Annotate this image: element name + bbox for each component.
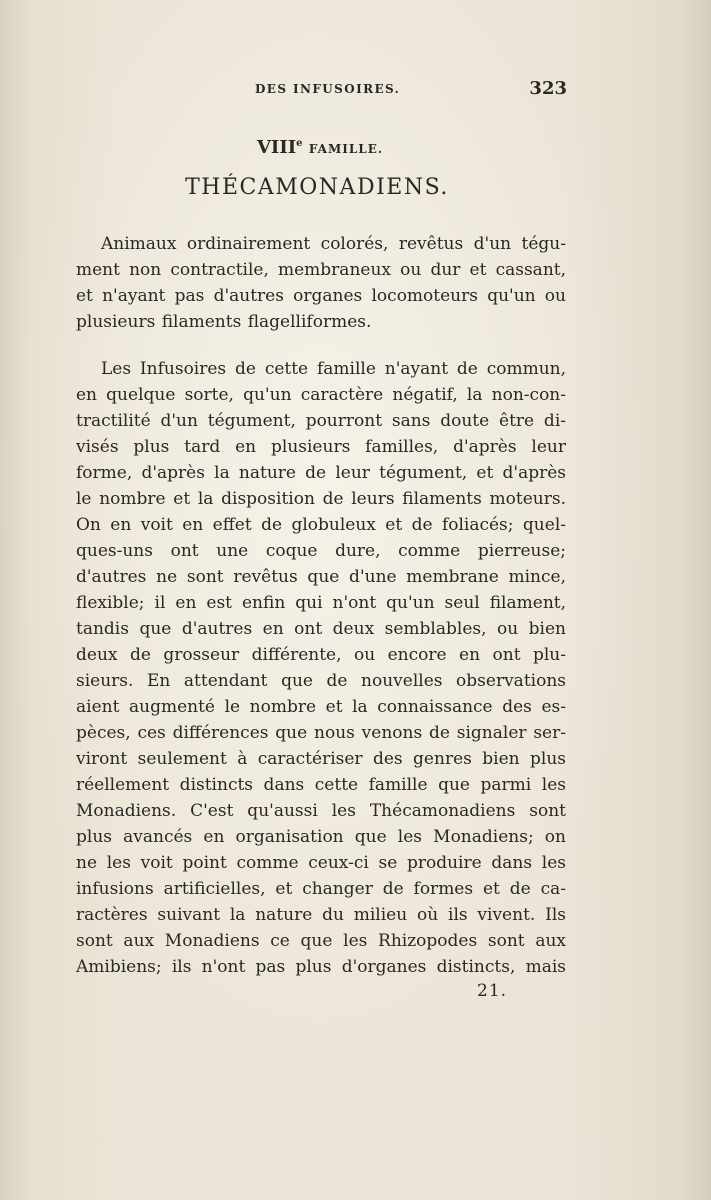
- running-title: DES INFUSOIRES.: [255, 82, 401, 96]
- family-title: THÉCAMONADIENS.: [185, 175, 449, 200]
- text-line: infusions artificielles, et changer de formes et de ca-: [76, 879, 566, 899]
- text-line: aient augmenté le nombre et la connaissance des es-: [76, 697, 566, 717]
- text-line: plus avancés en organisation que les Monadiens; on: [76, 827, 566, 847]
- text-line: et n'ayant pas d'autres organes locomoteurs qu'un ou: [76, 286, 566, 306]
- page-number: 323: [529, 78, 567, 99]
- intro-paragraph: [76, 231, 566, 335]
- text-line: ques-uns ont une coque dure, comme pierreuse;: [76, 541, 566, 561]
- family-heading: [0, 137, 640, 158]
- signature-mark: 21.: [477, 981, 508, 1001]
- text-line: Les Infusoires de cette famille n'ayant de commun,: [101, 359, 566, 379]
- text-line: Monadiens. C'est qu'aussi les Thécamonadiens sont: [76, 801, 566, 821]
- family-number-superscript: e: [296, 138, 303, 149]
- text-line: deux de grosseur différente, ou encore en ont plu-: [76, 645, 566, 665]
- text-line: pèces, ces différences que nous venons de signaler ser-: [76, 723, 566, 743]
- text-line: Animaux ordinairement colorés, revêtus d'un tégu-: [101, 234, 566, 254]
- text-line: en quelque sorte, qu'un caractère négatif, la non-con-: [76, 385, 566, 405]
- text-line: le nombre et la disposition de leurs filaments moteurs.: [76, 489, 566, 509]
- text-line: flexible; il en est enfin qui n'ont qu'un seul filament,: [76, 593, 566, 613]
- text-line: ractères suivant la nature du milieu où ils vivent. Ils: [76, 905, 566, 925]
- text-line: d'autres ne sont revêtus que d'une membrane mince,: [76, 567, 566, 587]
- text-line: On en voit en effet de globuleux et de foliacés; quel-: [76, 515, 566, 535]
- page-header: [75, 78, 567, 106]
- text-line: forme, d'après la nature de leur tégument, et d'après: [76, 463, 566, 483]
- text-line: ne les voit point comme ceux-ci se produire dans les: [76, 853, 566, 873]
- text-line: Amibiens; ils n'ont pas plus d'organes distincts, mais: [76, 957, 566, 977]
- body-paragraph: [76, 356, 566, 980]
- text-line: réellement distincts dans cette famille que parmi les: [76, 775, 566, 795]
- family-number: VIII: [256, 137, 297, 158]
- text-line: ment non contractile, membraneux ou dur et cassant,: [76, 260, 566, 280]
- text-line: viront seulement à caractériser des genres bien plus: [76, 749, 566, 769]
- text-line: tractilité d'un tégument, pourront sans doute être di-: [76, 411, 566, 431]
- text-line: plusieurs filaments flagelliformes.: [76, 312, 372, 332]
- text-line: sieurs. En attendant que de nouvelles observations: [76, 671, 566, 691]
- text-line: sont aux Monadiens ce que les Rhizopodes sont aux: [76, 931, 566, 951]
- text-line: tandis que d'autres en ont deux semblables, ou bien: [76, 619, 566, 639]
- family-label: FAMILLE.: [308, 142, 384, 156]
- text-line: visés plus tard en plusieurs familles, d'après leur: [76, 437, 566, 457]
